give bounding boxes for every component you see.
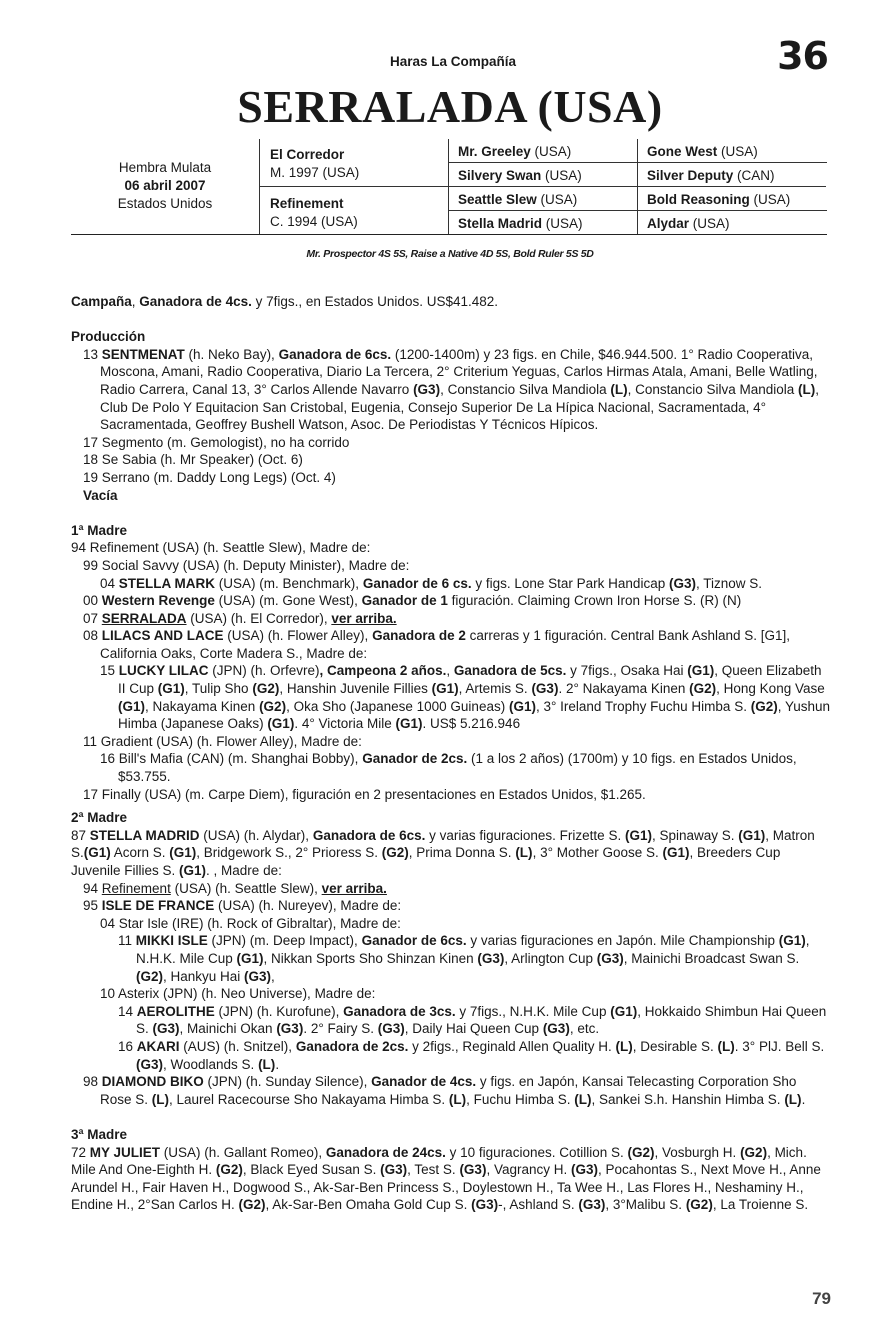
section-madre-1: 1ª Madre <box>71 522 128 538</box>
subject-dob: 06 abril 2007 <box>124 178 206 193</box>
granddam-1: Silvery Swan (USA) <box>458 168 582 183</box>
greatsire-3: Bold Reasoning (USA) <box>647 192 791 207</box>
sire <box>270 146 359 182</box>
list-item: 72 MY JULIET (USA) (h. Gallant Romeo), Ganadora de 24cs. y 10 figuraciones. Cotillion S. (G2), Vosburgh H. (G2), Mich. Mile And One-Eighth H. (G2), Black Eyed Susan S. (G3), Test S. (G3), Vagrancy H. (G3), Pocahontas S., Next Move H., Anne Arundel H., Fair Haven H., Dogwood S., Ak-Sar-Ben Princess S., Doylestown H., Ta Wee H., Las Flores H., Neshaminy H., Endine H., 2°San Carlos H. (G2), Ak-Sar-Ben Omaha Gold Cup S. (G3)-, Ashland S. (G3), 3°Malibu S. (G2), La Troienne S. <box>71 1144 821 1213</box>
greatsire-2: Silver Deputy (CAN) <box>647 168 775 183</box>
list-item: 98 DIAMOND BIKO (JPN) (h. Sunday Silence), Ganador de 4cs. y figs. en Japón, Kansai Telecasting Corporation Sho Rose S. (L), Laurel Racecourse Sho Nakayama Himba S. (L), Fuchu Himba S. (L), Sankei S.h. Hanshin Himba S. (L). <box>83 1074 806 1107</box>
list-item: 87 STELLA MADRID (USA) (h. Alydar), Ganadora de 6cs. y varias figuraciones. Frizette S. (G1), Spinaway S. (G1), Matron S.(G1) Acorn S. (G1), Bridgework S., 2° Prioress S. (G2), Prima Donna S. (L), 3° Mother Goose S. (G1), Breeders Cup Juvenile Fillies S. (G1). , Madre de: <box>71 827 815 878</box>
divider <box>448 139 449 234</box>
subject-info <box>71 159 259 213</box>
section-madre-2: 2ª Madre <box>71 810 128 826</box>
list-item: 18 Se Sabia (h. Mr Speaker) (Oct. 6) <box>83 452 303 468</box>
dam <box>270 195 358 231</box>
page-number: 79 <box>812 1289 831 1308</box>
list-item: 10 Asterix (JPN) (h. Neo Universe), Madre de: <box>100 986 376 1002</box>
list-item: 94 Refinement (USA) (h. Seattle Slew), ver arriba. <box>83 880 387 896</box>
dam-name: Refinement <box>270 196 344 211</box>
dosage-line: Mr. Prospector 4S 5S, Raise a Native 4D 5S, Bold Ruler 5S 5D <box>306 248 594 260</box>
campaign-line: Campaña, Ganadora de 4cs. y 7figs., en Estados Unidos. US$41.482. <box>71 294 499 309</box>
pedigree-table <box>71 139 827 235</box>
list-item: 19 Serrano (m. Daddy Long Legs) (Oct. 4) <box>83 469 336 485</box>
greatsire-4: Alydar (USA) <box>647 216 730 231</box>
list-item: 13 SENTMENAT (h. Neko Bay), Ganadora de 6cs. (1200-1400m) y 23 figs. en Chile, $46.944.500. 1° Radio Cooperativa, Moscona, Amani, Radio Cooperativa, Diario La Tercera, 2° Criterium Yeguas, Carlos Hirmas Atala, Amani, Belle Watling, Radio Carrera, Canal 13, 3° Carlos Allende Navarro (G3), Constancio Silva Mandiola (L), Constancio Silva Mandiola (L), Club De Polo Y Equitacion San Cristobal, Eugenia, Consejo Superior De La Hípica Nacional, Sacramentada, 4° Sacramentada, Geoffrey Bushell Watson, Asoc. De Periodistas Y Técnicos Hípicos. <box>83 346 820 433</box>
list-item: 04 Star Isle (IRE) (h. Rock of Gibraltar), Madre de: <box>100 915 401 931</box>
divider <box>637 139 638 234</box>
section-produccion: Producción <box>71 329 146 345</box>
haras-name: Haras La Compañía <box>389 54 517 69</box>
lot-number: 36 <box>777 34 828 78</box>
grandsire-1: Mr. Greeley (USA) <box>458 144 572 159</box>
list-item: 95 ISLE DE FRANCE (USA) (h. Nureyev), Madre de: <box>83 898 402 914</box>
catalog-body <box>71 293 831 1214</box>
greatsire-1: Gone West (USA) <box>647 144 758 159</box>
list-item: 16 AKARI (AUS) (h. Snitzel), Ganadora de 2cs. y 2figs., Reginald Allen Quality H. (L), Desirable S. (L). 3° PlJ. Bell S. (G3), Woodlands S. (L). <box>118 1038 825 1072</box>
list-item: 11 MIKKI ISLE (JPN) (m. Deep Impact), Ganador de 6cs. y varias figuraciones en Japón. Mile Championship (G1), N.H.K. Mile Cup (G1), Nikkan Sports Sho Shinzan Kinen (G3), Arlington Cup (G3), Mainichi Broadcast Swan S. (G2), Hankyu Hai (G3), <box>118 933 810 984</box>
list-item: 17 Segmento (m. Gemologist), no ha corrido <box>83 434 350 450</box>
list-item: Vacía <box>83 487 118 503</box>
list-item: 00 Western Revenge (USA) (m. Gone West), Ganador de 1 figuración. Claiming Crown Iron Horse S. (R) (N) <box>83 593 742 609</box>
sire-details: M. 1997 (USA) <box>270 165 360 180</box>
list-item: 04 STELLA MARK (USA) (m. Benchmark), Ganador de 6 cs. y figs. Lone Star Park Handicap (G3), Tiznow S. <box>100 575 762 591</box>
dam-details: C. 1994 (USA) <box>270 214 358 229</box>
list-item: 08 LILACS AND LACE (USA) (h. Flower Alley), Ganadora de 2 carreras y 1 figuración. Central Bank Ashland S. [G1], California Oaks, Corte Madera S., Madre de: <box>83 628 791 661</box>
list-item: 15 LUCKY LILAC (JPN) (h. Orfevre), Campeona 2 años., Ganadora de 5cs. y 7figs., Osaka Hai (G1), Queen Elizabeth II Cup (G1), Tulip Sho (G2), Hanshin Juvenile Fillies (G1), Artemis S. (G3). 2° Nakayama Kinen (G2), Hong Kong Vase (G1), Nakayama Kinen (G2), Oka Sho (Japanese 1000 Guineas) (G1), 3° Ireland Trophy Fuchu Himba S. (G2), Yushun Himba (Japanese Oaks) (G1). 4° Victoria Mile (G1). US$ 5.216.946 <box>100 663 831 732</box>
subject-description: Hembra Mulata <box>118 160 212 175</box>
list-item: 17 Finally (USA) (m. Carpe Diem), figuración en 2 presentaciones en Estados Unidos, $1.265. <box>83 786 646 802</box>
list-item: 94 Refinement (USA) (h. Seattle Slew), Madre de: <box>71 540 371 556</box>
list-item: 11 Gradient (USA) (h. Flower Alley), Madre de: <box>83 733 362 749</box>
horse-name: SERRALADA (USA) <box>237 81 663 132</box>
list-item: 99 Social Savvy (USA) (h. Deputy Minister), Madre de: <box>83 557 410 573</box>
list-item: 07 SERRALADA (USA) (h. El Corredor), ver arriba. <box>83 610 397 626</box>
section-madre-3: 3ª Madre <box>71 1126 128 1142</box>
list-item: 14 AEROLITHE (JPN) (h. Kurofune), Ganadora de 3cs. y 7figs., N.H.K. Mile Cup (G1), Hokkaido Shimbun Hai Queen S. (G3), Mainichi Okan (G3). 2° Fairy S. (G3), Daily Hai Queen Cup (G3), etc. <box>118 1003 827 1037</box>
subject-country: Estados Unidos <box>117 196 213 211</box>
list-item: 16 Bill's Mafia (CAN) (m. Shanghai Bobby), Ganador de 2cs. (1 a los 2 años) (1700m) y 10 figs. en Estados Unidos, $53.755. <box>100 751 797 785</box>
granddam-2: Stella Madrid (USA) <box>458 216 583 231</box>
grandsire-2: Seattle Slew (USA) <box>458 192 578 207</box>
sire-name: El Corredor <box>270 147 345 162</box>
